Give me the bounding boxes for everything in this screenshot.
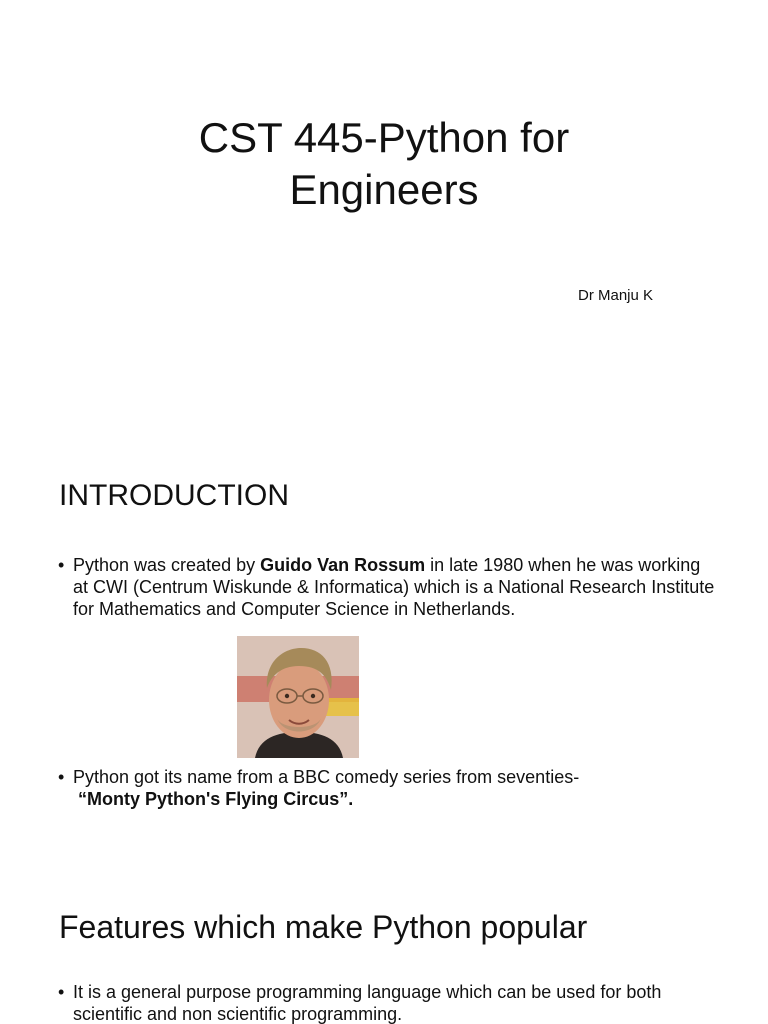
bullet-text: It is a general purpose programming language which can be used for both scientific and non scientific programming. [73, 982, 662, 1024]
author-name: Dr Manju K [578, 287, 654, 304]
introduction-slide [0, 433, 768, 865]
bullet-name-origin [58, 766, 718, 810]
bullet-creator [58, 554, 718, 620]
features-heading: Features which make Python popular [59, 909, 588, 945]
bullet-text [58, 766, 718, 810]
bullet-marker: • [58, 555, 65, 575]
portrait-image [237, 636, 359, 758]
bullet-text-part2: in late 1980 when he was working at CWI (Centrum Wiskunde & Informatica) which is a National Research Institute for Mathematics and Computer Science in Netherlands. [73, 555, 715, 619]
show-title-quote: “Monty Python's Flying Circus”. [78, 789, 354, 809]
title-line-2: Engineers [289, 166, 479, 213]
bullet-marker: • [58, 982, 65, 1002]
guido-van-rossum-photo [237, 636, 359, 758]
features-slide [0, 865, 768, 1024]
introduction-heading: INTRODUCTION [59, 479, 289, 512]
bullet-general-purpose [58, 981, 718, 1024]
bullet-text-main: Python got its name from a BBC comedy series from seventies- [73, 767, 580, 787]
creator-name: Guido Van Rossum [260, 555, 426, 575]
slide-title [0, 112, 768, 216]
title-slide [0, 0, 768, 433]
bullet-text [58, 554, 718, 620]
title-line-1: CST 445-Python for [198, 114, 570, 161]
bullet-text-part1: Python was created by [73, 555, 261, 575]
bullet-marker: • [58, 767, 65, 787]
